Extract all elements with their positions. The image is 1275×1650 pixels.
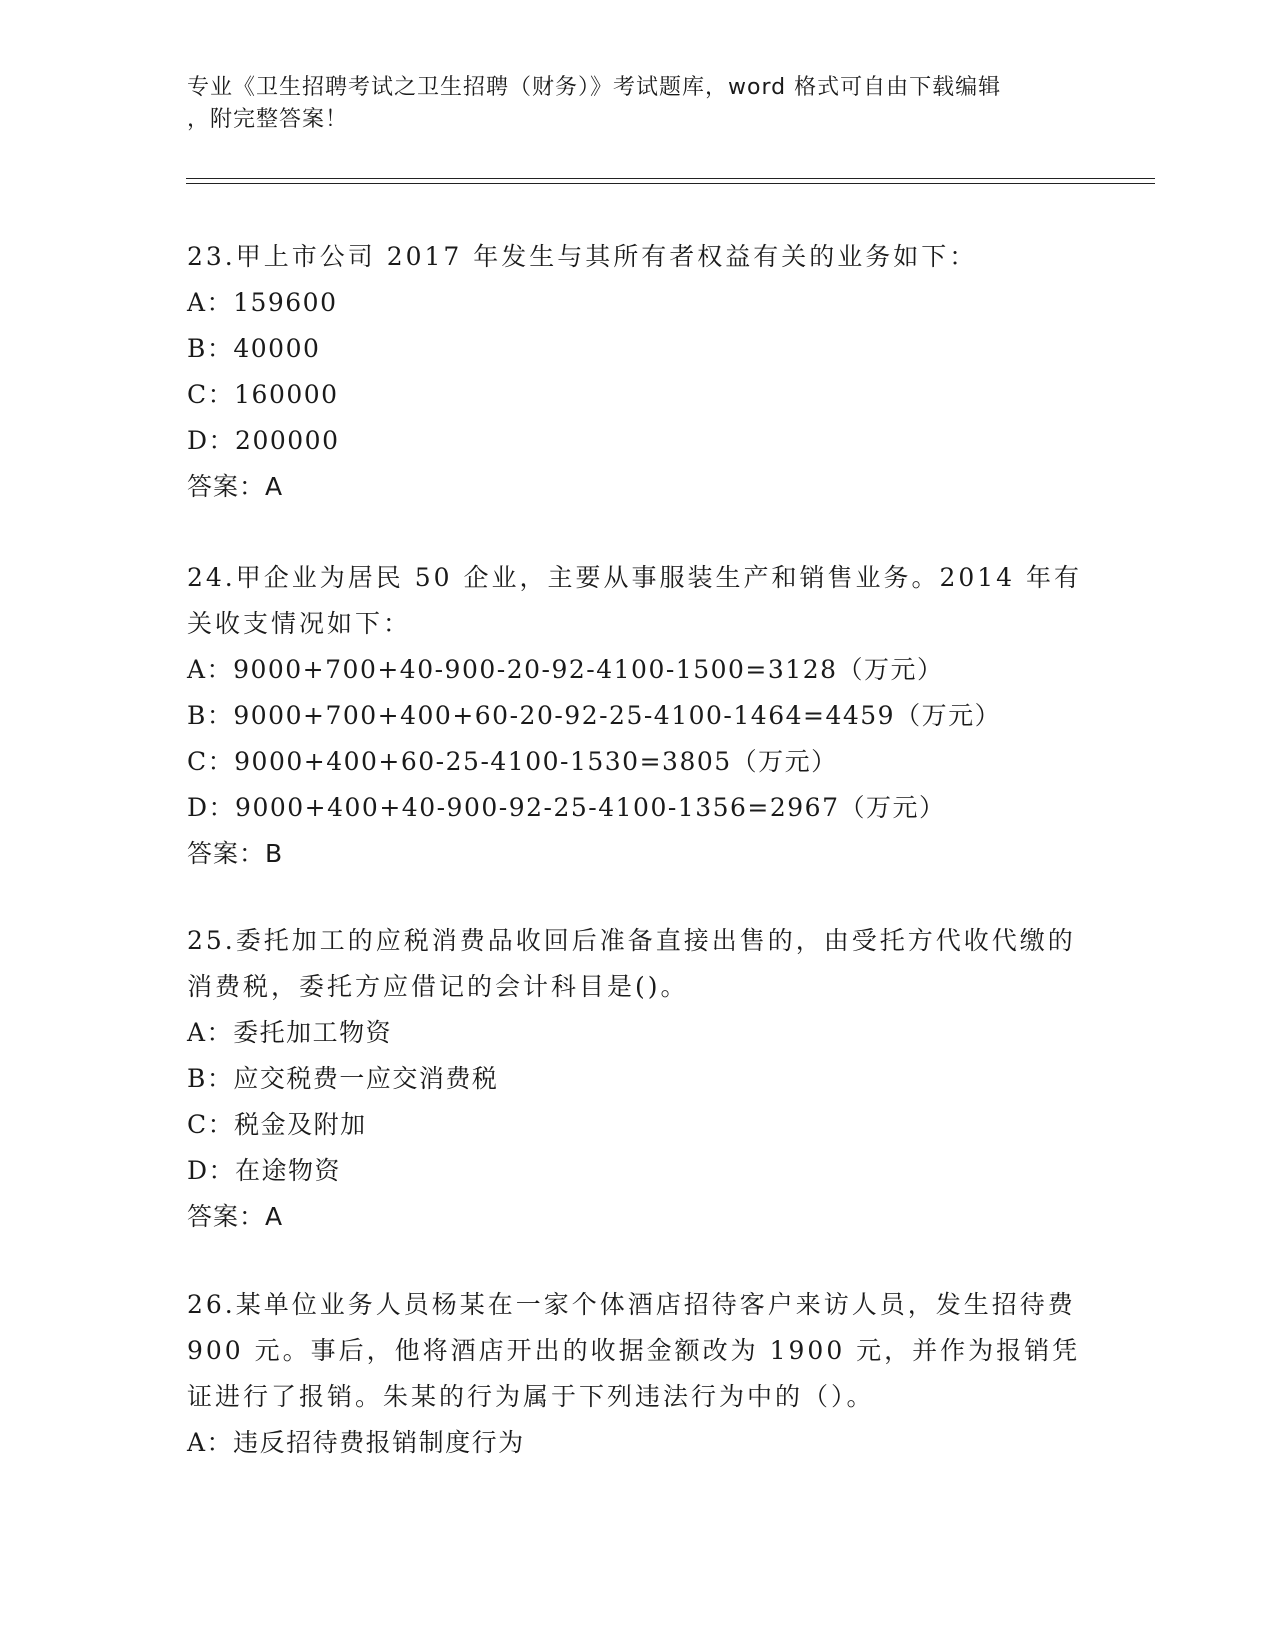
header-line-1: 专业《卫生招聘考试之卫生招聘（财务）》考试题库，word 格式可自由下载编辑 [187,75,1002,100]
option-text: 159600 [233,288,338,317]
option-text: 违反招待费报销制度行为 [233,1428,525,1457]
option-label: C： [187,1110,235,1139]
option-b [187,326,1087,372]
option-label: A： [187,288,234,317]
question-24 [187,555,1087,877]
option-c [187,1102,1087,1148]
option-text: 委托加工物资 [233,1018,393,1047]
option-label: B： [187,334,234,363]
option-text: 应交税费一应交消费税 [233,1064,499,1093]
option-label: D： [187,793,236,822]
answer-line: 答案：B [187,839,284,868]
header-line-2: ，附完整答案！ [187,107,349,132]
answer-line: 答案：A [187,472,284,501]
option-label: A： [187,1428,234,1457]
option-text: 在途物资 [235,1156,342,1185]
answer-line: 答案：A [187,1202,284,1231]
question-text: 25.委托加工的应税消费品收回后准备直接出售的，由受托方代收代缴的消费税，委托方应借记的会计科目是()。 [187,926,1076,1001]
option-b [187,693,1087,739]
option-text: 40000 [233,334,321,363]
option-text: 9000+400+60-25-4100-1530=3805（万元） [234,747,838,776]
question-text: 24.甲企业为居民 50 企业，主要从事服装生产和销售业务。2014 年有关收支情况如下： [187,563,1083,638]
option-d [187,418,1087,464]
option-label: A： [187,1018,234,1047]
option-label: B： [187,701,234,730]
option-label: D： [187,1156,236,1185]
option-label: C： [187,747,235,776]
option-label: D： [187,426,236,455]
question-23 [187,234,1087,510]
option-text: 税金及附加 [234,1110,367,1139]
option-a [187,1420,1087,1466]
option-text: 9000+700+40-900-20-92-4100-1500=3128（万元） [233,655,944,684]
option-label: B： [187,1064,234,1093]
option-a [187,647,1087,693]
option-label: C： [187,380,235,409]
option-text: 9000+400+40-900-92-25-4100-1356=2967（万元） [235,793,946,822]
option-text: 200000 [235,426,340,455]
option-a [187,280,1087,326]
option-text: 9000+700+400+60-20-92-25-4100-1464=4459（万元） [233,701,1002,730]
question-25 [187,918,1087,1240]
question-text: 23.甲上市公司 2017 年发生与其所有者权益有关的业务如下： [187,242,978,271]
document-header [187,72,1087,136]
option-a [187,1010,1087,1056]
option-label: A： [187,655,234,684]
question-text: 26.某单位业务人员杨某在一家个体酒店招待客户来访人员，发生招待费 900 元。事后，他将酒店开出的收据金额改为 1900 元，并作为报销凭证进行了报销。朱某的行为属于下列违法行为中的（）。 [187,1290,1081,1411]
header-divider-bottom [186,183,1155,184]
question-26 [187,1282,1087,1466]
option-d [187,785,1087,831]
option-d [187,1148,1087,1194]
option-c [187,739,1087,785]
option-text: 160000 [234,380,339,409]
header-divider-top [186,178,1155,179]
option-c [187,372,1087,418]
option-b [187,1056,1087,1102]
